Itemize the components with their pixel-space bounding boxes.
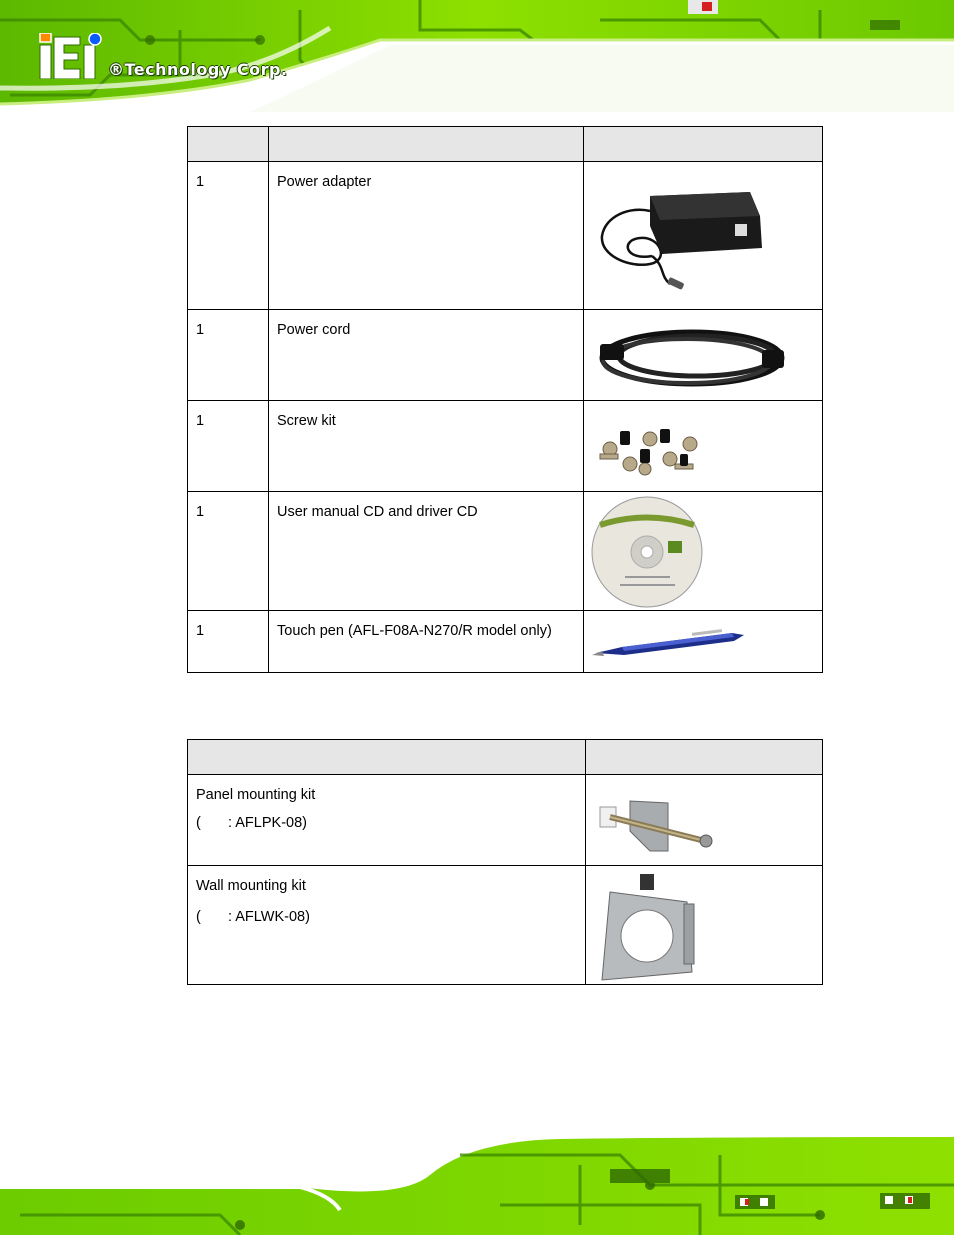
header-item [269,127,584,162]
part-number: : AFLWK-08) [228,909,310,925]
table-header-row [188,740,823,775]
item-name-cell: User manual CD and driver CD [277,504,478,520]
item-name-cell: Touch pen (AFL-F08A-N270/R model only) [277,623,552,639]
item-name-cell: Wall mounting kit [196,878,306,894]
quantity-cell: 1 [196,504,205,520]
table-header-row [188,127,823,162]
header-image [584,127,823,162]
part-number-cell [188,907,585,927]
quantity-cell: 1 [196,413,205,429]
screw-kit-image [584,401,823,492]
item-name-cell: Panel mounting kit [196,787,316,803]
power-cord-image [584,310,823,401]
table-row [188,310,823,401]
quantity-cell: 1 [196,322,205,338]
cd-image [584,492,823,611]
page-header-banner [0,0,954,112]
table-row [188,492,823,611]
table-row [188,866,823,985]
item-name-cell: Power cord [277,322,351,338]
power-adapter-image [584,162,823,310]
table-row [188,162,823,310]
header-item [188,740,586,775]
circuit-board-banner [0,0,954,112]
header-image [586,740,823,775]
optional-items-table [187,739,823,985]
circuit-board-footer [0,1125,954,1235]
page-footer-banner [0,1125,954,1235]
part-number-cell [188,813,585,833]
package-contents-table [187,126,823,673]
part-number: : AFLPK-08) [228,815,307,831]
quantity-cell: 1 [196,623,205,639]
table-row [188,775,823,866]
quantity-cell: 1 [196,174,205,190]
table-row [188,611,823,673]
table-row [188,401,823,492]
wall-mount-kit-image [586,866,823,985]
header-quantity [188,127,269,162]
part-number-paren: ( [196,815,201,831]
part-number-paren: ( [196,909,201,925]
item-name-cell: Screw kit [277,413,336,429]
company-name: ®Technology Corp. [108,60,288,79]
touch-pen-image [584,611,823,673]
panel-mount-kit-image [586,775,823,866]
iei-logo-icon [38,33,106,79]
item-name-cell: Power adapter [277,174,372,190]
